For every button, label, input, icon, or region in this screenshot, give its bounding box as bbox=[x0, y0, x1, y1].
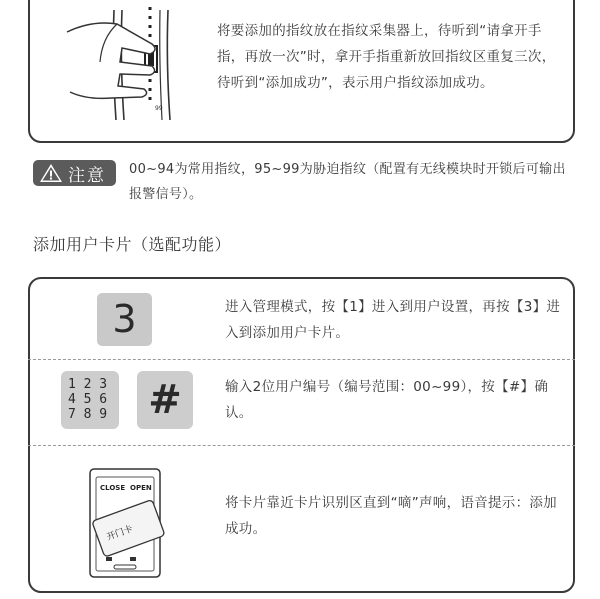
notice-text: 00~94为常用指纹，95~99为胁迫指纹（配置有无线模块时开锁后可输出报警信号）。 bbox=[129, 162, 566, 202]
notice-badge bbox=[33, 160, 116, 186]
close-label: CLOSE bbox=[100, 484, 126, 492]
step-2-text: 输入2位用户编号（编号范围：00~99），按【#】确认。 bbox=[225, 379, 549, 421]
step-3-text: 将卡片靠近卡片识别区直到“嘀”声响，语音提示：添加成功。 bbox=[225, 495, 557, 537]
key-hash: # bbox=[137, 371, 193, 429]
device-mark: 99 bbox=[155, 105, 163, 112]
step-1-text: 进入管理模式，按【1】进入到用户设置，再按【3】进入到添加用户卡片。 bbox=[225, 299, 561, 341]
fingerprint-instruction-text: 将要添加的指纹放在指纹采集器上，待听到“请拿开手指，再放一次”时，拿开手指重新放回指纹区重复三次，待听到“添加成功”，表示用户指纹添加成功。 bbox=[217, 23, 556, 91]
step-divider bbox=[28, 359, 575, 360]
keypad-row: 1 2 3 bbox=[68, 377, 108, 392]
notice-label: 注意 bbox=[68, 166, 106, 186]
numeric-keypad bbox=[61, 371, 119, 429]
keypad-row: 7 8 9 bbox=[68, 407, 108, 422]
card-label: 开门卡 bbox=[105, 524, 135, 543]
key-3: 3 bbox=[97, 293, 152, 346]
keypad-row: 4 5 6 bbox=[68, 392, 108, 407]
open-label: OPEN bbox=[130, 484, 152, 492]
fingerprint-hand-illustration bbox=[62, 2, 192, 122]
warning-icon bbox=[39, 163, 63, 183]
card-reader-illustration bbox=[84, 467, 184, 579]
step-divider bbox=[28, 445, 575, 446]
section-heading: 添加用户卡片（选配功能） bbox=[33, 235, 232, 254]
